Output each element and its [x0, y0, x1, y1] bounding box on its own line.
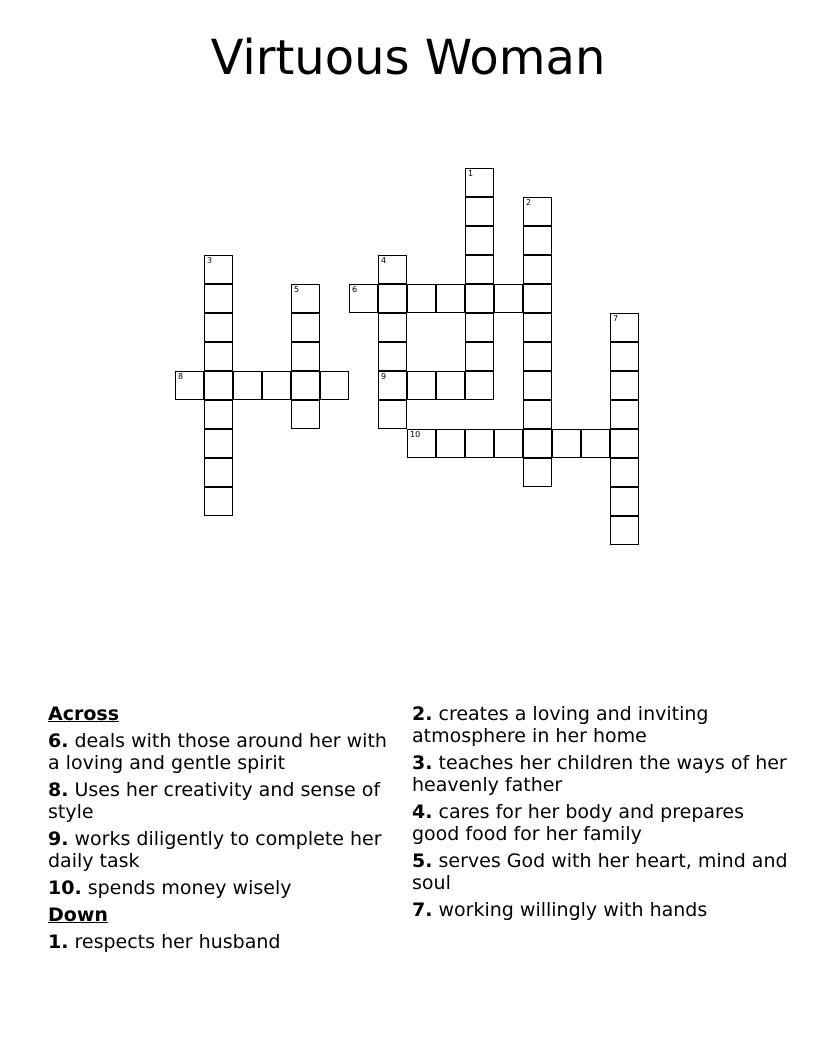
- clue-across-6: 6. deals with those around her with a loving and gentle spirit: [48, 730, 387, 774]
- across-heading: Across: [48, 703, 120, 725]
- puzzle-title: Virtuous Woman: [210, 30, 606, 86]
- clues-left-column: [48, 703, 398, 958]
- grid-cell[interactable]: [436, 371, 465, 400]
- grid-cell[interactable]: [465, 313, 494, 342]
- grid-cell[interactable]: [204, 313, 233, 342]
- cell-number: 1: [468, 169, 474, 178]
- grid-cell[interactable]: [610, 313, 639, 342]
- grid-cell[interactable]: [523, 197, 552, 226]
- clue-across-9: 9. works diligently to complete her daily task: [48, 828, 382, 872]
- grid-cell[interactable]: [523, 429, 552, 458]
- grid-cell[interactable]: [523, 284, 552, 313]
- grid-cell[interactable]: [465, 255, 494, 284]
- down-heading: Down: [48, 904, 108, 926]
- grid-cell[interactable]: [378, 255, 407, 284]
- cell-number: 6: [352, 285, 358, 294]
- grid-cell[interactable]: [291, 400, 320, 429]
- grid-cell[interactable]: [523, 226, 552, 255]
- grid-cell[interactable]: [465, 284, 494, 313]
- cell-number: 8: [178, 372, 184, 381]
- grid-cell[interactable]: [204, 400, 233, 429]
- cell-number: 10: [410, 430, 421, 439]
- grid-cell[interactable]: [204, 284, 233, 313]
- grid-cell[interactable]: [233, 371, 262, 400]
- grid-cell[interactable]: [523, 371, 552, 400]
- grid-cell[interactable]: [378, 284, 407, 313]
- grid-cell[interactable]: [407, 284, 436, 313]
- grid-cell[interactable]: [465, 342, 494, 371]
- grid-cell[interactable]: [523, 313, 552, 342]
- clue-across-10: 10. spends money wisely: [48, 877, 292, 899]
- grid-cell[interactable]: [407, 429, 436, 458]
- grid-cell[interactable]: [494, 429, 523, 458]
- clues-right-column: [412, 703, 792, 926]
- grid-cell[interactable]: [378, 342, 407, 371]
- cell-number: 4: [381, 256, 387, 265]
- grid-cell[interactable]: [552, 429, 581, 458]
- grid-cell[interactable]: [349, 284, 378, 313]
- grid-cell[interactable]: [378, 371, 407, 400]
- cell-number: 5: [294, 285, 300, 294]
- grid-cell[interactable]: [291, 371, 320, 400]
- clue-down-4: 4. cares for her body and prepares good food for her family: [412, 801, 745, 845]
- grid-cell[interactable]: [465, 197, 494, 226]
- grid-cell[interactable]: [610, 371, 639, 400]
- grid-cell[interactable]: [378, 400, 407, 429]
- cell-number: 2: [526, 198, 532, 207]
- cell-number: 3: [207, 256, 213, 265]
- grid-cell[interactable]: [610, 429, 639, 458]
- grid-cell[interactable]: [465, 371, 494, 400]
- grid-cell[interactable]: [204, 429, 233, 458]
- clue-across-8: 8. Uses her creativity and sense of style: [48, 779, 381, 823]
- grid-cell[interactable]: [610, 400, 639, 429]
- clue-down-2: 2. creates a loving and inviting atmosphere in her home: [412, 703, 709, 747]
- grid-cell[interactable]: [291, 342, 320, 371]
- grid-cell[interactable]: [291, 313, 320, 342]
- clue-down-1: 1. respects her husband: [48, 931, 281, 953]
- grid-cell[interactable]: [523, 255, 552, 284]
- grid-cell[interactable]: [436, 429, 465, 458]
- grid-cell[interactable]: [523, 342, 552, 371]
- grid-cell[interactable]: [523, 458, 552, 487]
- grid-cell[interactable]: [175, 371, 204, 400]
- clue-down-7: 7. working willingly with hands: [412, 899, 708, 921]
- grid-cell[interactable]: [523, 400, 552, 429]
- clue-down-5: 5. serves God with her heart, mind and soul: [412, 850, 788, 894]
- grid-cell[interactable]: [204, 487, 233, 516]
- grid-cell[interactable]: [291, 284, 320, 313]
- grid-cell[interactable]: [610, 458, 639, 487]
- grid-cell[interactable]: [204, 458, 233, 487]
- grid-cell[interactable]: [581, 429, 610, 458]
- grid-cell[interactable]: [204, 371, 233, 400]
- grid-cell[interactable]: [378, 313, 407, 342]
- grid-cell[interactable]: [610, 487, 639, 516]
- grid-cell[interactable]: [407, 371, 436, 400]
- grid-cell[interactable]: [465, 226, 494, 255]
- grid-cell[interactable]: [465, 168, 494, 197]
- grid-cell[interactable]: [465, 429, 494, 458]
- cell-number: 9: [381, 372, 387, 381]
- grid-cell[interactable]: [494, 284, 523, 313]
- grid-cell[interactable]: [436, 284, 465, 313]
- grid-cell[interactable]: [320, 371, 349, 400]
- grid-cell[interactable]: [262, 371, 291, 400]
- clue-down-3: 3. teaches her children the ways of her heavenly father: [412, 752, 787, 796]
- grid-cell[interactable]: [204, 255, 233, 284]
- grid-cell[interactable]: [204, 342, 233, 371]
- grid-cell[interactable]: [610, 342, 639, 371]
- cell-number: 7: [613, 314, 619, 323]
- grid-cell[interactable]: [610, 516, 639, 545]
